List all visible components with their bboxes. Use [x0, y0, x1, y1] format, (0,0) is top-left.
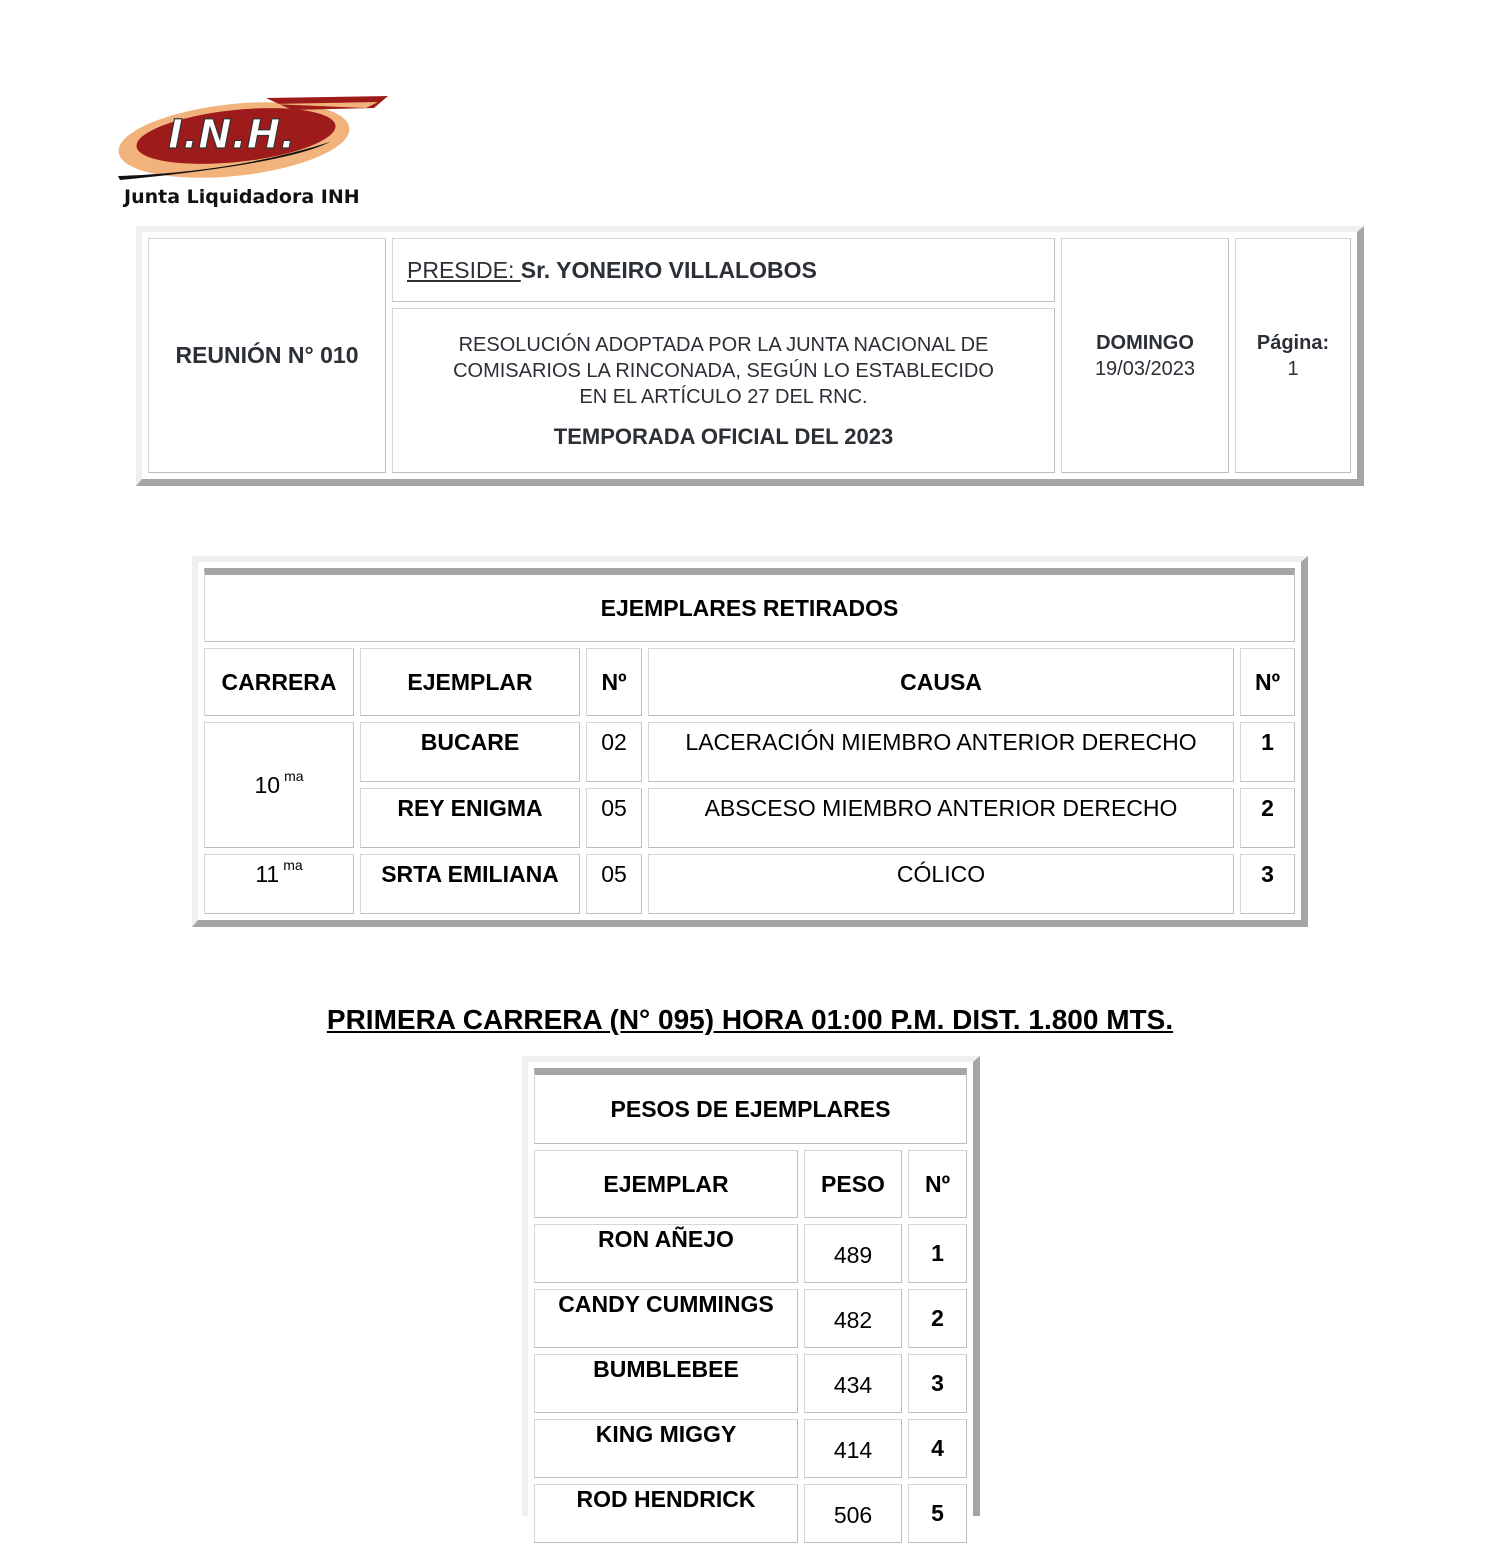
horse-weights-table: [522, 1056, 980, 1528]
meeting-date: 19/03/2023: [1094, 357, 1196, 380]
withdrawal-cause: LACERACIÓN MIEMBRO ANTERIOR DERECHO: [648, 722, 1234, 782]
horse-number: 1: [908, 1224, 967, 1283]
col-header-number: Nº: [908, 1150, 967, 1218]
withdrawal-cause: CÓLICO: [648, 854, 1234, 914]
col-header-peso: PESO: [804, 1150, 902, 1218]
weights-title: PESOS DE EJEMPLARES: [534, 1068, 967, 1144]
race-number-cell: [204, 722, 354, 848]
horse-number: 02: [586, 722, 642, 782]
horse-number: 05: [586, 788, 642, 848]
horse-name: KING MIGGY: [534, 1419, 798, 1478]
page-label: Página:: [1256, 331, 1330, 354]
table-row: [204, 722, 1295, 782]
svg-text:I.N.H.: I.N.H.: [168, 112, 296, 158]
withdrawn-horses-table: [192, 556, 1308, 927]
withdrawal-cause: ABSCESO MIEMBRO ANTERIOR DERECHO: [648, 788, 1234, 848]
race-suffix: ma: [283, 857, 303, 873]
table-row: [204, 854, 1295, 914]
horse-number: 05: [586, 854, 642, 914]
page-number: 1: [1287, 357, 1299, 380]
race-suffix: ma: [284, 767, 304, 784]
table-row: [534, 1484, 967, 1543]
logo-subtitle: Junta Liquidadora INH: [124, 186, 360, 208]
table-row: [534, 1419, 967, 1478]
horse-weight: 506: [804, 1484, 902, 1543]
race-title: PRIMERA CARRERA (N° 095) HORA 01:00 P.M. DIST. 1.800 MTS.: [326, 1004, 1174, 1035]
horse-weight: 489: [804, 1224, 902, 1283]
horse-number: 5: [908, 1484, 967, 1543]
preside-name: Sr. YONEIRO VILLALOBOS: [520, 256, 817, 283]
withdrawal-index: 2: [1240, 788, 1295, 848]
race-number-cell: [204, 854, 354, 914]
inh-logo-emblem: [116, 94, 396, 184]
inh-logo: [116, 94, 396, 214]
date-cell: [1061, 238, 1229, 473]
col-header-ejemplar: EJEMPLAR: [534, 1150, 798, 1218]
day-of-week: DOMINGO: [1096, 331, 1194, 354]
horse-name: REY ENIGMA: [360, 788, 580, 848]
preside-label: PRESIDE:: [407, 256, 521, 283]
horse-number: 4: [908, 1419, 967, 1478]
horse-weight: 482: [804, 1289, 902, 1348]
table-row: [534, 1224, 967, 1283]
meeting-header-table: [136, 226, 1364, 486]
horse-number: 3: [908, 1354, 967, 1413]
col-header-index: Nº: [1240, 648, 1295, 716]
horse-name: RON AÑEJO: [534, 1224, 798, 1283]
withdrawn-title: EJEMPLARES RETIRADOS: [204, 568, 1295, 642]
table-row: [534, 1289, 967, 1348]
race-number: 11: [255, 861, 280, 887]
horse-weight: 414: [804, 1419, 902, 1478]
preside-cell: [392, 238, 1055, 302]
table-row: [534, 1354, 967, 1413]
resolution-cell: [392, 308, 1055, 473]
race-number: 10: [254, 771, 281, 798]
col-header-causa: CAUSA: [648, 648, 1234, 716]
table-row: [204, 788, 1295, 848]
season-title: TEMPORADA OFICIAL DEL 2023: [553, 423, 894, 449]
horse-weight: 434: [804, 1354, 902, 1413]
col-header-carrera: CARRERA: [204, 648, 354, 716]
col-header-ejemplar: EJEMPLAR: [360, 648, 580, 716]
horse-name: CANDY CUMMINGS: [534, 1289, 798, 1348]
resolution-line: COMISARIOS LA RINCONADA, SEGÚN LO ESTABLECIDO: [453, 359, 994, 382]
withdrawal-index: 3: [1240, 854, 1295, 914]
meeting-number: REUNIÓN N° 010: [148, 238, 386, 473]
resolution-line: EN EL ARTÍCULO 27 DEL RNC.: [579, 385, 868, 408]
horse-name: BUCARE: [360, 722, 580, 782]
horse-name: ROD HENDRICK: [534, 1484, 798, 1543]
col-header-number: Nº: [586, 648, 642, 716]
horse-name: BUMBLEBEE: [534, 1354, 798, 1413]
horse-name: SRTA EMILIANA: [360, 854, 580, 914]
resolution-line: RESOLUCIÓN ADOPTADA POR LA JUNTA NACIONAL DE: [458, 333, 989, 356]
horse-number: 2: [908, 1289, 967, 1348]
page-cell: [1235, 238, 1351, 473]
withdrawal-index: 1: [1240, 722, 1295, 782]
